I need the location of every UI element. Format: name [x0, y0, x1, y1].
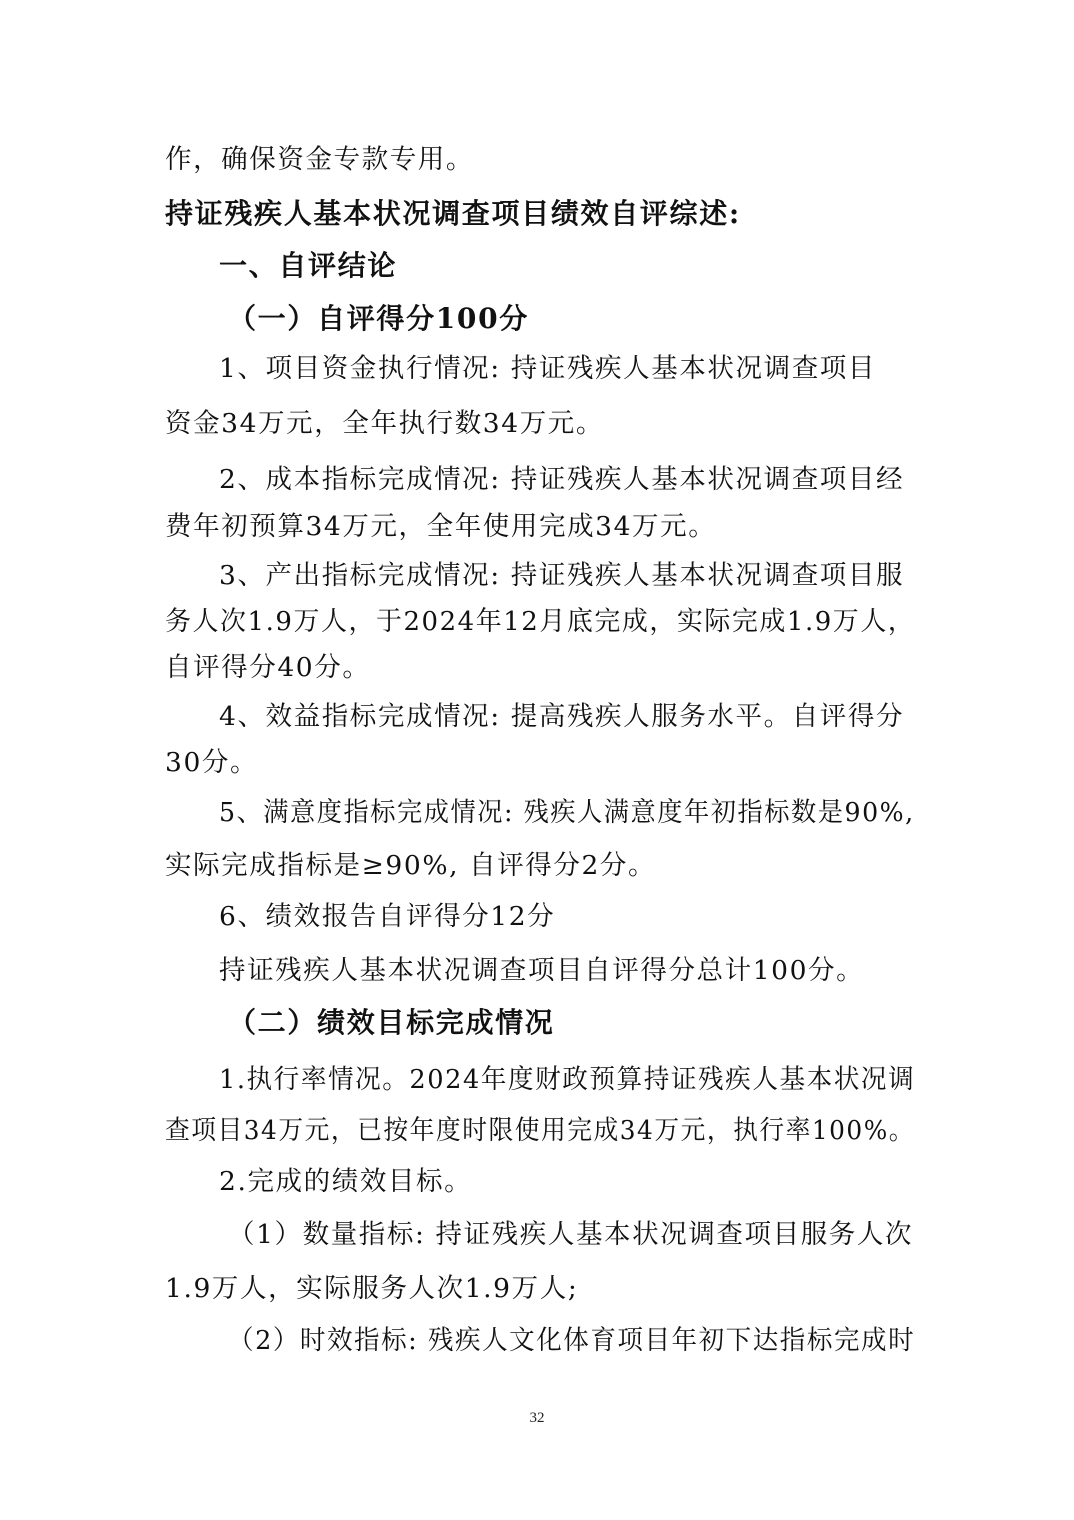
section-heading: 持证残疾人基本状况调查项目绩效自评综述: — [165, 197, 741, 230]
paragraph-line: 实际完成指标是≥90%, 自评得分2分。 — [165, 850, 657, 881]
subsection-heading: 一、自评结论 — [219, 249, 398, 282]
paragraph-line: 1、项目资金执行情况: 持证残疾人基本状况调查项目 — [219, 353, 876, 384]
paragraph-line: 2、成本指标完成情况: 持证残疾人基本状况调查项目经 — [219, 464, 905, 495]
paragraph-line: 费年初预算34万元，全年使用完成34万元。 — [165, 511, 717, 542]
page-number: 32 — [529, 1410, 545, 1426]
paragraph-line: 务人次1.9万人，于2024年12月底完成，实际完成1.9万人， — [165, 606, 916, 637]
paragraph-line: 1.9万人，实际服务人次1.9万人; — [165, 1273, 579, 1304]
paragraph-line: 自评得分40分。 — [165, 652, 371, 683]
subsection-heading: （二）绩效目标完成情况 — [228, 1006, 555, 1039]
subsection-heading: （一）自评得分100分 — [228, 302, 529, 335]
paragraph-line: 持证残疾人基本状况调查项目自评得分总计100分。 — [219, 955, 865, 986]
paragraph-line: （1）数量指标: 持证残疾人基本状况调查项目服务人次 — [228, 1219, 914, 1250]
paragraph-line: 4、效益指标完成情况: 提高残疾人服务水平。自评得分 — [219, 701, 905, 732]
paragraph-line: 作，确保资金专款专用。 — [165, 144, 474, 175]
paragraph-line: 查项目34万元，已按年度时限使用完成34万元，执行率100%。 — [165, 1115, 915, 1146]
paragraph-line: 30分。 — [165, 747, 259, 778]
paragraph-line: 1.执行率情况。2024年度财政预算持证残疾人基本状况调 — [219, 1064, 916, 1095]
paragraph-line: 3、产出指标完成情况: 持证残疾人基本状况调查项目服 — [219, 560, 905, 591]
paragraph-line: （2）时效指标: 残疾人文化体育项目年初下达指标完成时 — [228, 1325, 916, 1356]
paragraph-line: 资金34万元，全年执行数34万元。 — [165, 408, 604, 439]
paragraph-line: 6、绩效报告自评得分12分 — [219, 901, 556, 932]
paragraph-line: 2.完成的绩效目标。 — [219, 1166, 473, 1197]
paragraph-line: 5、满意度指标完成情况: 残疾人满意度年初指标数是90%, — [219, 797, 915, 828]
